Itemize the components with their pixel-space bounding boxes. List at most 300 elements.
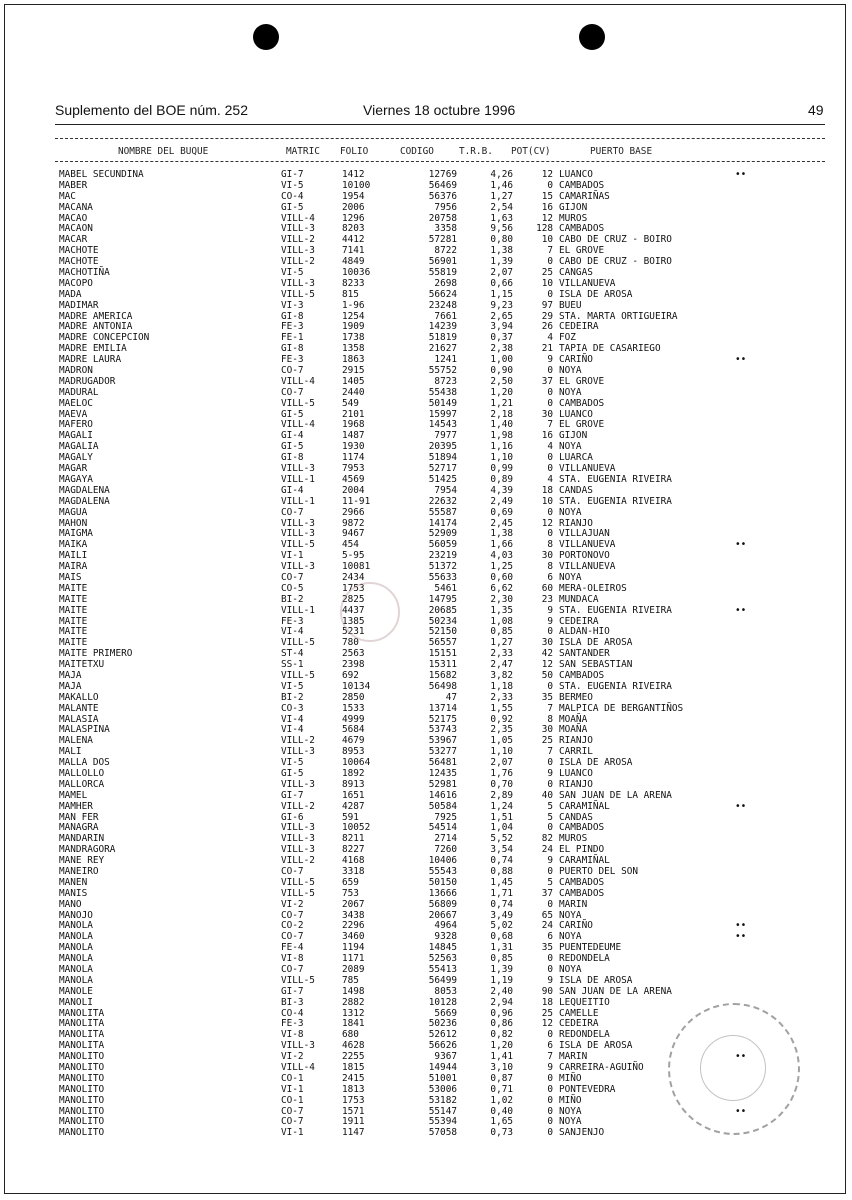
vessel-home-port: CABO DE CRUZ - BOIRO [559,256,672,268]
vessel-matric: GI-4 [281,484,304,496]
vessel-matric: VI-4 [281,724,304,736]
vessel-trb: 1,46 [490,179,513,191]
vessel-codigo: 8722 [434,245,457,257]
vessel-trb: 2,33 [490,691,513,703]
vessel-pot: 7 [547,746,553,758]
vessel-codigo: 20395 [428,441,457,453]
vessel-folio: 2004 [342,484,365,496]
vessel-codigo: 9367 [434,1051,457,1063]
vessel-pot: 16 [541,201,553,213]
vessel-pot: 0 [547,964,553,976]
vessel-matric: GI-4 [281,430,304,442]
vessel-home-port: MUROS [559,833,588,845]
vessel-pot: 15 [541,190,553,202]
vessel-pot: 24 [541,920,553,932]
vessel-folio: 591 [342,811,359,823]
vessel-trb: 0,80 [490,234,513,246]
vessel-home-port: CANGAS [559,267,593,279]
vessel-trb: 0,90 [490,365,513,377]
vessel-trb: 1,10 [490,746,513,758]
vessel-name: MANOLA [59,942,93,954]
vessel-home-port: ISLA DE AROSA [559,637,633,649]
vessel-pot: 37 [541,375,553,387]
vessel-codigo: 7661 [434,310,457,322]
vessel-folio: 1571 [342,1105,365,1117]
vessel-pot: 0 [547,288,553,300]
vessel-trb: 0,71 [490,1083,513,1095]
vessel-codigo: 56499 [428,974,457,986]
vessel-pot: 18 [541,996,553,1008]
vessel-folio: 7141 [342,245,365,257]
vessel-pot: 9 [547,974,553,986]
vessel-trb: 2,65 [490,310,513,322]
vessel-pot: 0 [547,757,553,769]
vessel-trb: 1,35 [490,604,513,616]
table-row [59,682,819,693]
vessel-codigo: 55438 [428,386,457,398]
vessel-trb: 1,39 [490,964,513,976]
vessel-folio: 4679 [342,735,365,747]
vessel-home-port: CAMBADOS [559,876,605,888]
vessel-matric: BI-2 [281,691,304,703]
vessel-pot: 9 [547,855,553,867]
vessel-trb: 1,24 [490,800,513,812]
vessel-name: MANOLA [59,931,93,943]
vessel-codigo: 50149 [428,397,457,409]
vessel-trb: 1,41 [490,1051,513,1063]
vessel-name: MADRUGADOR [59,375,116,387]
vessel-codigo: 15311 [428,659,457,671]
vessel-trb: 1,45 [490,876,513,888]
vessel-name: MADRE LAURA [59,354,122,366]
vessel-home-port: VILLAJUAN [559,528,610,540]
vessel-codigo: 14845 [428,942,457,954]
row-mark: •• [735,604,747,616]
vessel-codigo: 7954 [434,484,457,496]
vessel-home-port: STA. EUGENIA RIVEIRA [559,495,672,507]
vessel-home-port: NOYA [559,386,582,398]
vessel-folio: 10064 [342,757,371,769]
vessel-codigo: 53743 [428,724,457,736]
vessel-home-port: MALPICA DE BERGANTIÑOS [559,702,684,714]
vessel-home-port: CEDEIRA [559,1018,599,1030]
vessel-codigo: 52981 [428,778,457,790]
vessel-codigo: 7925 [434,811,457,823]
vessel-pot: 0 [547,1029,553,1041]
vessel-pot: 0 [547,866,553,877]
table-row [59,399,819,410]
vessel-pot: 12 [541,212,553,224]
vessel-trb: 1,15 [490,288,513,300]
vessel-name: MANOLA [59,964,93,976]
vessel-name: MANE REY [59,855,105,867]
vessel-name: MAITE [59,637,88,649]
vessel-folio: 1892 [342,767,365,779]
vessel-pot: 0 [547,1116,553,1128]
vessel-name: MADIMAR [59,299,99,311]
vessel-folio: 1385 [342,615,365,627]
vessel-trb: 5,02 [490,920,513,932]
vessel-matric: ST-4 [281,648,304,660]
vessel-trb: 0,85 [490,953,513,965]
vessel-name: MAGALIA [59,441,99,453]
vessel-codigo: 55394 [428,1116,457,1128]
vessel-folio: 4849 [342,256,365,268]
vessel-matric: GI-6 [281,811,304,823]
vessel-home-port: VILLANUEVA [559,463,616,475]
vessel-folio: 2434 [342,571,365,583]
vessel-matric: VILL-4 [281,419,315,431]
vessel-pot: 0 [547,386,553,398]
vessel-name: MADRE ANTONIA [59,321,133,333]
vessel-matric: CO-3 [281,702,304,714]
vessel-home-port: EL GROVE [559,375,605,387]
vessel-name: MANOLITO [59,1116,105,1128]
vessel-pot: 29 [541,310,553,322]
vessel-home-port: CAMBADOS [559,887,605,899]
vessel-folio: 2966 [342,506,365,518]
vessel-home-port: TAPIA DE CASARIEGO [559,343,661,355]
vessel-codigo: 52612 [428,1029,457,1041]
vessel-pot: 24 [541,844,553,856]
vessel-codigo: 2698 [434,277,457,289]
vessel-home-port: BERMEO [559,691,593,703]
vessel-name: MAITE [59,615,88,627]
vessel-matric: VI-5 [281,757,304,769]
vessel-name: MADRE AMERICA [59,310,133,322]
vessel-codigo: 56059 [428,539,457,551]
vessel-name: MAN FER [59,811,99,823]
vessel-codigo: 15151 [428,648,457,660]
vessel-name: MANO [59,898,82,910]
row-mark: •• [735,800,747,812]
vessel-name: MADA [59,288,82,300]
vessel-list [59,170,819,1139]
vessel-matric: VI-2 [281,898,304,910]
vessel-matric: VILL-3 [281,517,315,529]
vessel-pot: 0 [547,1127,553,1139]
vessel-folio: 8211 [342,833,365,845]
vessel-folio: 1147 [342,1127,365,1139]
vessel-codigo: 12769 [428,169,457,180]
vessel-home-port: NOYA [559,571,582,583]
vessel-home-port: CAMBADOS [559,822,605,834]
vessel-pot: 0 [547,506,553,518]
vessel-codigo: 10406 [428,855,457,867]
vessel-folio: 1738 [342,332,365,344]
vessel-matric: GI-7 [281,789,304,801]
vessel-codigo: 53006 [428,1083,457,1095]
vessel-home-port: MARIN [559,898,588,910]
vessel-codigo: 53277 [428,746,457,758]
vessel-codigo: 52563 [428,953,457,965]
vessel-matric: VILL-3 [281,277,315,289]
table-row [59,606,819,617]
vessel-folio: 2850 [342,691,365,703]
vessel-folio: 1930 [342,441,365,453]
vessel-folio: 9872 [342,517,365,529]
vessel-pot: 12 [541,169,553,180]
vessel-trb: 0,88 [490,866,513,877]
vessel-name: MAFERO [59,419,93,431]
vessel-matric: VI-5 [281,267,304,279]
vessel-matric: VILL-4 [281,1062,315,1074]
vessel-pot: 30 [541,637,553,649]
vessel-matric: VI-3 [281,299,304,311]
vessel-codigo: 21627 [428,343,457,355]
vessel-matric: CO-7 [281,964,304,976]
vessel-pot: 35 [541,942,553,954]
vessel-codigo: 55752 [428,365,457,377]
vessel-folio: 1405 [342,375,365,387]
vessel-matric: VILL-3 [281,245,315,257]
vessel-trb: 1,10 [490,452,513,464]
vessel-matric: VILL-3 [281,1040,315,1052]
vessel-codigo: 10128 [428,996,457,1008]
vessel-codigo: 15997 [428,408,457,420]
vessel-codigo: 5669 [434,1007,457,1019]
vessel-pot: 7 [547,419,553,431]
vessel-pot: 6 [547,1040,553,1052]
vessel-folio: 1174 [342,452,365,464]
vessel-name: MAITE [59,582,88,594]
vessel-folio: 1358 [342,343,365,355]
vessel-home-port: CARIÑO [559,354,593,366]
vessel-codigo: 55819 [428,267,457,279]
vessel-folio: 7953 [342,463,365,475]
vessel-home-port: EL GROVE [559,419,605,431]
column-header-top-rule [55,138,825,139]
vessel-home-port: CARAMIÑAL [559,800,610,812]
vessel-home-port: GIJON [559,430,588,442]
vessel-name: MAGAYA [59,473,93,485]
vessel-codigo: 52909 [428,528,457,540]
vessel-folio: 10081 [342,561,371,573]
vessel-folio: 4569 [342,473,365,485]
vessel-folio: 2563 [342,648,365,660]
vessel-name: MANOLITA [59,1018,105,1030]
vessel-trb: 1,98 [490,430,513,442]
vessel-pot: 30 [541,550,553,562]
vessel-matric: CO-7 [281,931,304,943]
vessel-pot: 42 [541,648,553,660]
vessel-name: MANOLITA [59,1029,105,1041]
vessel-matric: BI-2 [281,593,304,605]
vessel-trb: 0,92 [490,713,513,725]
vessel-trb: 0,87 [490,1072,513,1084]
vessel-name: MANAGRA [59,822,99,834]
vessel-home-port: SANJENJO [559,1127,605,1139]
vessel-home-port: CAMBADOS [559,179,605,191]
vessel-codigo: 12435 [428,767,457,779]
vessel-pot: 9 [547,604,553,616]
vessel-folio: 8233 [342,277,365,289]
vessel-codigo: 53967 [428,735,457,747]
header-publication: Suplemento del BOE núm. 252 [55,102,249,118]
vessel-codigo: 14174 [428,517,457,529]
vessel-name: MANOLA [59,920,93,932]
vessel-trb: 0,73 [490,1127,513,1139]
vessel-folio: 1533 [342,702,365,714]
vessel-name: MACHOTIÑA [59,267,110,279]
vessel-codigo: 52150 [428,626,457,638]
vessel-name: MADRE CONCEPCION [59,332,150,344]
vessel-home-port: LUARCA [559,452,593,464]
vessel-pot: 0 [547,680,553,692]
vessel-home-port: CAMBADOS [559,223,605,235]
vessel-matric: GI-8 [281,310,304,322]
vessel-home-port: SAN JUAN DE LA ARENA [559,985,672,997]
vessel-matric: VI-8 [281,1029,304,1041]
vessel-pot: 4 [547,332,553,344]
vessel-codigo: 8723 [434,375,457,387]
vessel-folio: 5231 [342,626,365,638]
vessel-folio: 1954 [342,190,365,202]
vessel-codigo: 14543 [428,419,457,431]
vessel-home-port: MUNDACA [559,593,599,605]
vessel-folio: 3318 [342,866,365,877]
vessel-codigo: 7260 [434,844,457,856]
vessel-name: MANOLITO [59,1072,105,1084]
vessel-folio: 10052 [342,822,371,834]
vessel-name: MAHON [59,517,88,529]
vessel-matric: CO-7 [281,506,304,518]
vessel-matric: VILL-5 [281,288,315,300]
vessel-folio: 10134 [342,680,371,692]
vessel-home-port: VILLANUEVA [559,561,616,573]
vessel-folio: 3460 [342,931,365,943]
vessel-trb: 4,26 [490,169,513,180]
column-header-bottom-rule [55,161,825,162]
vessel-matric: VILL-3 [281,463,315,475]
vessel-matric: VILL-4 [281,375,315,387]
vessel-pot: 0 [547,397,553,409]
vessel-home-port: CARIÑO [559,920,593,932]
vessel-codigo: 7956 [434,201,457,213]
vessel-matric: VILL-3 [281,746,315,758]
vessel-trb: 0,40 [490,1105,513,1117]
row-mark: •• [735,1051,747,1063]
vessel-home-port: NOYA [559,1116,582,1128]
vessel-matric: VILL-5 [281,876,315,888]
vessel-pot: 0 [547,898,553,910]
vessel-matric: VI-1 [281,1083,304,1095]
vessel-matric: CO-7 [281,1116,304,1128]
vessel-folio: 785 [342,974,359,986]
vessel-matric: VILL-1 [281,473,315,485]
vessel-codigo: 20685 [428,604,457,616]
vessel-trb: 2,49 [490,495,513,507]
vessel-trb: 1,51 [490,811,513,823]
vessel-trb: 2,89 [490,789,513,801]
row-mark: •• [735,539,747,551]
vessel-folio: 10100 [342,179,371,191]
vessel-matric: VILL-3 [281,822,315,834]
vessel-matric: VILL-5 [281,637,315,649]
vessel-matric: VI-2 [281,1051,304,1063]
vessel-trb: 1,21 [490,397,513,409]
vessel-home-port: CARREIRA-AGUIÑO [559,1062,644,1074]
vessel-trb: 1,38 [490,245,513,257]
vessel-folio: 8203 [342,223,365,235]
vessel-folio: 1-96 [342,299,365,311]
vessel-name: MANOJO [59,909,93,921]
vessel-pot: 97 [541,299,553,311]
vessel-folio: 2825 [342,593,365,605]
vessel-codigo: 55147 [428,1105,457,1117]
vessel-pot: 10 [541,277,553,289]
vessel-codigo: 3358 [434,223,457,235]
vessel-name: MAKALLO [59,691,99,703]
vessel-codigo: 55543 [428,866,457,877]
vessel-pot: 5 [547,876,553,888]
vessel-folio: 2006 [342,201,365,213]
vessel-trb: 9,23 [490,299,513,311]
vessel-name: MAITE [59,626,88,638]
vessel-matric: FE-1 [281,332,304,344]
vessel-home-port: STA. EUGENIA RIVEIRA [559,680,672,692]
vessel-matric: VILL-2 [281,256,315,268]
vessel-matric: VILL-4 [281,212,315,224]
vessel-folio: 780 [342,637,359,649]
vessel-name: MALLOLLO [59,767,105,779]
vessel-name: MABER [59,179,88,191]
vessel-name: MACHOTE [59,245,99,257]
vessel-home-port: NOYA [559,1105,582,1117]
vessel-pot: 10 [541,495,553,507]
table-row [59,693,819,704]
vessel-folio: 1753 [342,582,365,594]
vessel-pot: 0 [547,778,553,790]
vessel-codigo: 56469 [428,179,457,191]
vessel-folio: 8227 [342,844,365,856]
vessel-matric: GI-8 [281,343,304,355]
vessel-matric: VI-5 [281,179,304,191]
vessel-home-port: CANDAS [559,811,593,823]
vessel-codigo: 51001 [428,1072,457,1084]
vessel-codigo: 51425 [428,473,457,485]
vessel-folio: 1194 [342,942,365,954]
vessel-home-port: CEDEIRA [559,321,599,333]
vessel-codigo: 51372 [428,561,457,573]
vessel-name: MAIRA [59,561,88,573]
vessel-home-port: ISLA DE AROSA [559,288,633,300]
vessel-matric: VILL-3 [281,223,315,235]
table-row [59,595,819,606]
vessel-codigo: 4964 [434,920,457,932]
vessel-name: MALASIA [59,713,99,725]
vessel-folio: 2101 [342,408,365,420]
table-row [59,900,819,911]
vessel-home-port: ISLA DE AROSA [559,757,633,769]
vessel-pot: 9 [547,354,553,366]
vessel-folio: 4437 [342,604,365,616]
vessel-pot: 60 [541,582,553,594]
vessel-pot: 35 [541,691,553,703]
vessel-codigo: 14616 [428,789,457,801]
vessel-pot: 0 [547,1072,553,1084]
vessel-pot: 10 [541,234,553,246]
vessel-matric: VILL-3 [281,778,315,790]
vessel-folio: 1813 [342,1083,365,1095]
vessel-home-port: CAMELLE [559,1007,599,1019]
vessel-trb: 2,54 [490,201,513,213]
vessel-home-port: MIÑO [559,1094,582,1106]
vessel-trb: 1,04 [490,822,513,834]
vessel-name: MADRE EMILIA [59,343,127,355]
vessel-home-port: RIANJO [559,517,593,529]
table-row [59,497,819,508]
